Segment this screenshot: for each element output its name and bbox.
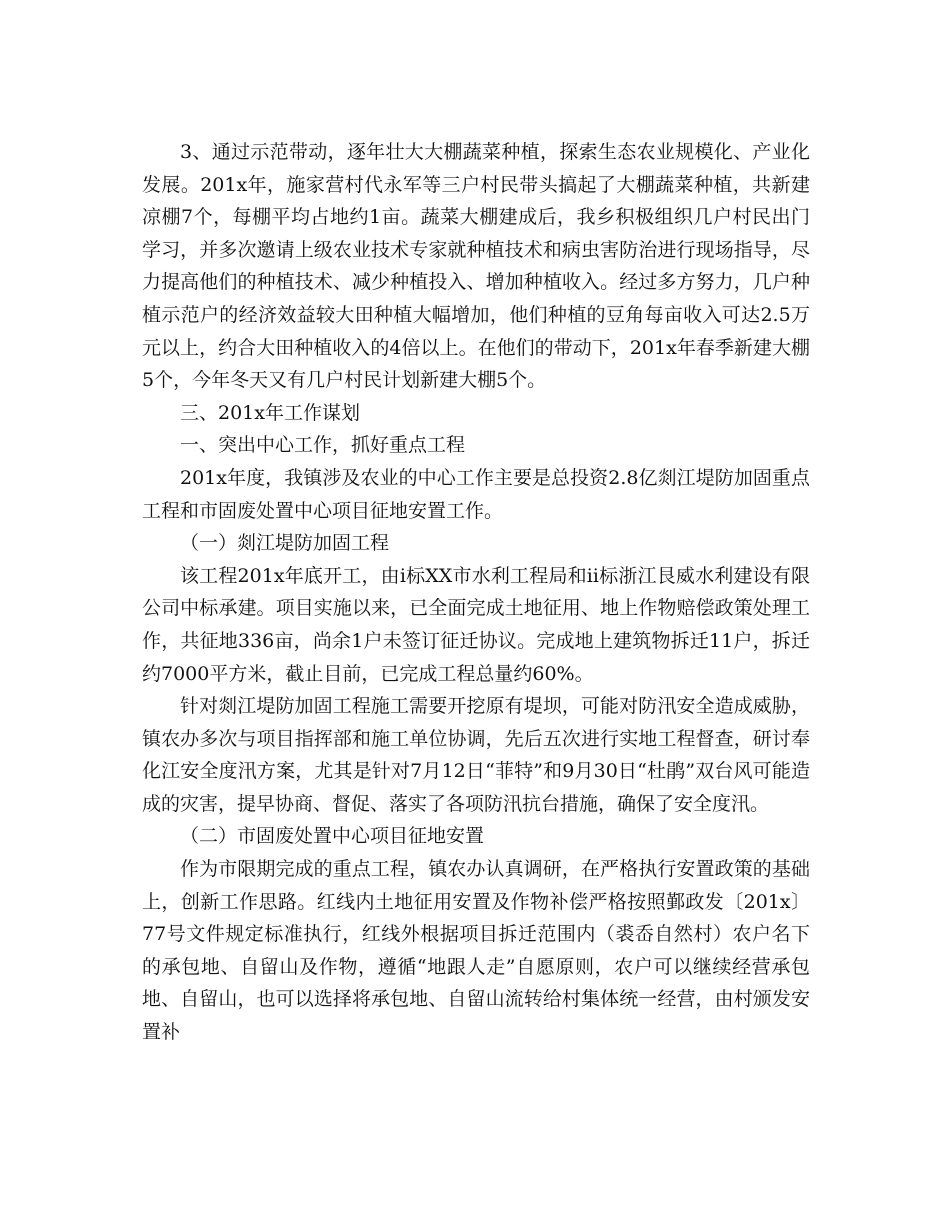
document-body bbox=[142, 136, 810, 1049]
paragraph-embankment-progress: 该工程201x年底开工，由ⅰ标XX市水利工程局和ⅱ标浙江艮威水利建设有限公司中标承建。项目实施以来，已全面完成土地征用、地上作物赔偿政策处理工作，共征地336亩，尚余1户未签订征迁协议。完成地上建筑物拆迁11户，拆迁约7000平方米，截止目前，已完成工程总量约60%。 bbox=[142, 564, 810, 685]
paragraph-flood-safety: 针对剡江堤防加固工程施工需要开挖原有堤坝，可能对防汛安全造成威胁，镇农办多次与项目指挥部和施工单位协调，先后五次进行实地工程督查，研讨奉化江安全度汛方案，尤其是针对7月12日“菲特”和9月30日“杜鹃”双台风可能造成的灾害，提早协商、督促、落实了各项防汛抗台措施，确保了安全度汛。 bbox=[142, 695, 810, 815]
paragraph-greenhouse-demonstration: 3、通过示范带动，逐年壮大大棚蔬菜种植，探索生态农业规模化、产业化发展。201x年，施家营村代永军等三户村民带头搞起了大棚蔬菜种植，共新建凉棚7个，每棚平均占地约1亩。蔬菜大棚建成后，我乡积极组织几户村民出门学习，并多次邀请上级农业技术专家就种植技术和病虫害防治进行现场指导，尽力提高他们的种植技术、减少种植投入、增加种植收入。经过多方努力，几户种植示范户的经济效益较大田种植大幅增加，他们种植的豆角每亩收入可达2.5万元以上，约合大田种植收入的4倍以上。在他们的带动下，201x年春季新建大棚5个，今年冬天又有几户村民计划新建大棚5个。 bbox=[142, 141, 810, 392]
subheading-embankment-project: （一）剡江堤防加固工程 bbox=[180, 532, 390, 555]
subheading-waste-center-land: （二）市固废处置中心项目征地安置 bbox=[180, 825, 485, 848]
section-heading-work-plan: 三、201x年工作谋划 bbox=[180, 401, 360, 424]
section-heading-key-projects: 一、突出中心工作，抓好重点工程 bbox=[180, 434, 466, 457]
paragraph-central-work: 201x年度，我镇涉及农业的中心工作主要是总投资2.8亿剡江堤防加固重点工程和市固废处置中心项目征地安置工作。 bbox=[142, 466, 810, 522]
paragraph-land-resettlement: 作为市限期完成的重点工程，镇农办认真调研，在严格执行安置政策的基础上，创新工作思路。红线内土地征用安置及作物补偿严格按照鄞政发〔201x〕77号文件规定标准执行，红线外根据项目拆迁范围内（裘岙自然村）农户名下的承包地、自留山及作物，遵循“地跟人走”自愿原则，农户可以继续经营承包地、自留山，也可以选择将承包地、自留山流转给村集体统一经营，由村颁发安置补 bbox=[142, 858, 810, 1044]
